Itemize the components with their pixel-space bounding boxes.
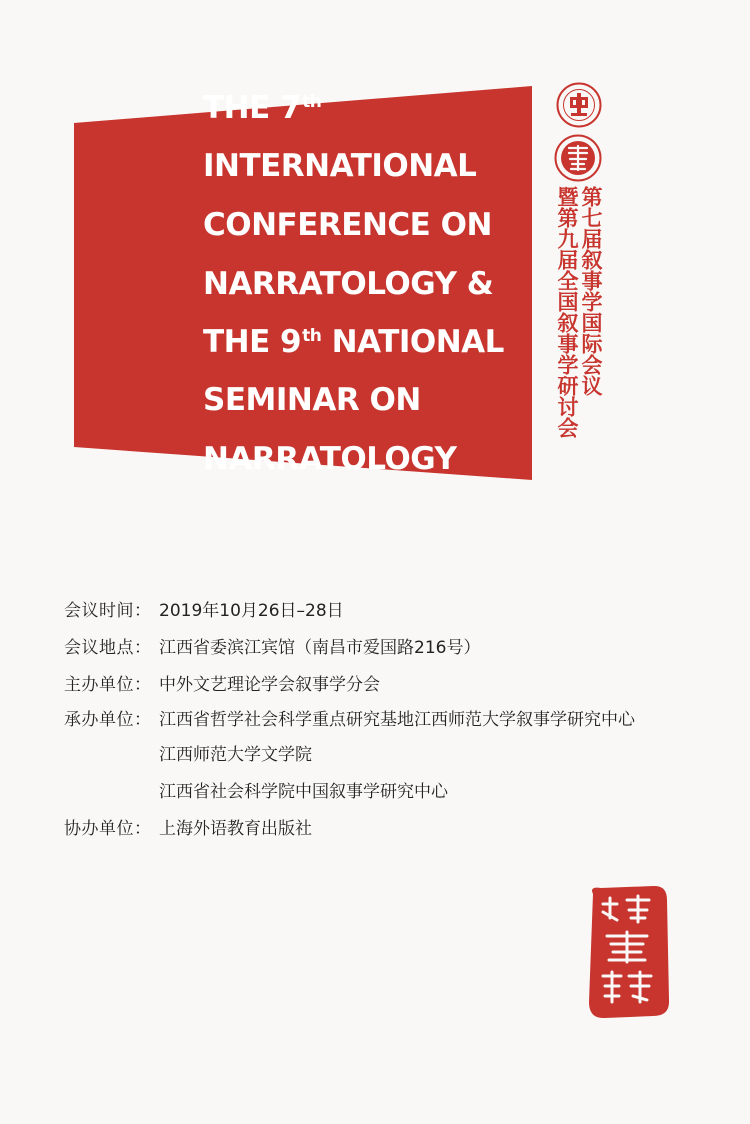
title-line-1: THE 7th [203, 90, 322, 126]
organizer-value-3: 江西省社会科学院中国叙事学研究中心 [159, 782, 448, 802]
title-line-2: INTERNATIONAL [203, 148, 477, 184]
place-label: 会议地点： [64, 638, 152, 658]
co-organizer-label: 协办单位： [64, 819, 152, 839]
host-value: 中外文艺理论学会叙事学分会 [159, 675, 380, 695]
english-title [203, 84, 533, 472]
organizer-value-2: 江西师范大学文学院 [159, 745, 312, 765]
title-line-6: SEMINAR ON [203, 382, 421, 418]
organizer-label: 承办单位： [64, 710, 152, 730]
time-value: 2019年10月26日–28日 [159, 601, 344, 621]
co-organizer-value: 上海外语教育出版社 [159, 819, 312, 839]
narratology-seal-emblem-icon [554, 134, 602, 182]
chinese-title-column-1: 第七届叙事学国际会议 [579, 186, 603, 396]
title-line-3: CONFERENCE ON [203, 207, 492, 243]
organizer-value-1: 江西省哲学社会科学重点研究基地江西师范大学叙事学研究中心 [159, 710, 635, 730]
chinese-title-column-2: 暨第九届全国叙事学研讨会 [555, 186, 579, 438]
time-label: 会议时间： [64, 601, 152, 621]
red-seal-stamp-icon [583, 882, 673, 1022]
place-value: 江西省委滨江宾馆（南昌市爱国路216号） [159, 638, 481, 658]
university-emblem-icon [556, 82, 602, 128]
title-line-7: NARRATOLOGY [203, 441, 457, 472]
title-line-5: THE 9th NATIONAL [203, 324, 504, 360]
title-line-4: NARRATOLOGY & [203, 266, 494, 302]
host-label: 主办单位： [64, 675, 152, 695]
